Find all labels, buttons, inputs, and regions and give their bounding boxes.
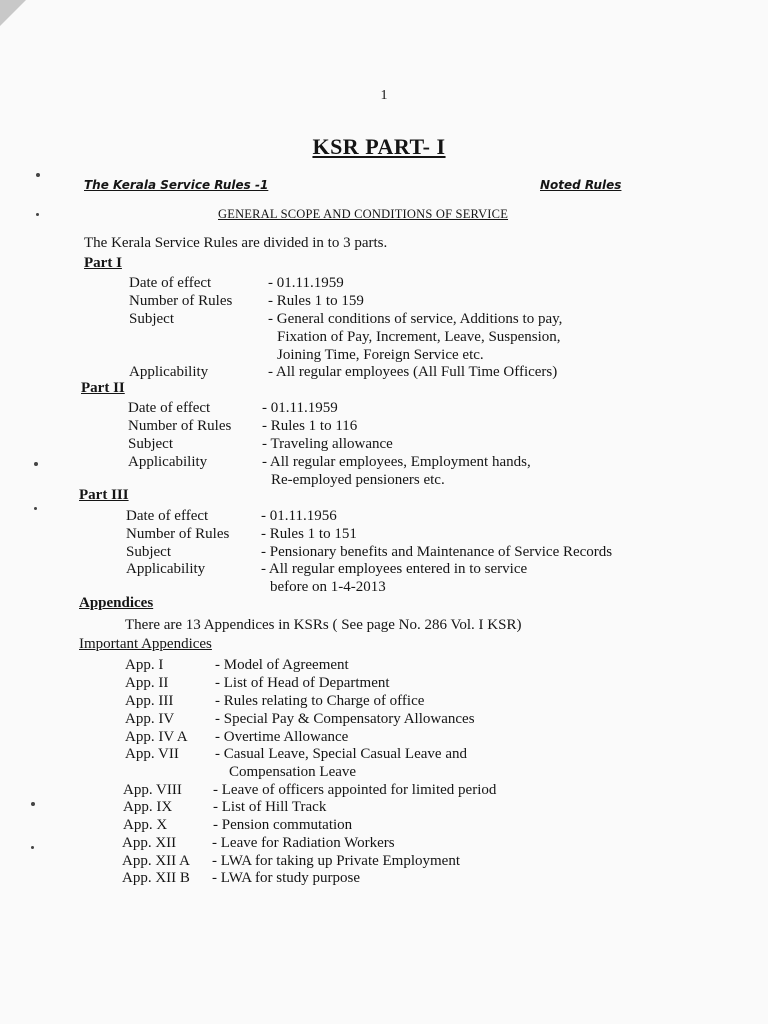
part2-value: - Rules 1 to 116 (262, 418, 358, 434)
appendix-label: App. XII A (122, 853, 190, 869)
appendix-label: App. VIII (123, 782, 182, 798)
important-appendices-heading: Important Appendices (79, 636, 212, 652)
part3-value: before on 1-4-2013 (270, 579, 386, 595)
part1-value: - General conditions of service, Additions to pay, (268, 311, 563, 327)
appendix-label: App. X (123, 817, 168, 833)
appendix-value: - Rules relating to Charge of office (215, 693, 425, 709)
part1-value: Joining Time, Foreign Service etc. (277, 347, 484, 363)
appendix-label: App. IV A (125, 729, 188, 745)
part1-value: - 01.11.1959 (268, 275, 344, 291)
part3-value: - Rules 1 to 151 (261, 526, 357, 542)
header-right: Noted Rules (540, 178, 622, 192)
part1-label: Subject (129, 311, 174, 327)
part2-label: Subject (128, 436, 173, 452)
part2-value: Re-employed pensioners etc. (271, 472, 445, 488)
appendix-value: - Model of Agreement (215, 657, 349, 673)
appendix-value: - List of Hill Track (213, 799, 327, 815)
scan-speck (36, 173, 40, 177)
section-heading: GENERAL SCOPE AND CONDITIONS OF SERVICE (218, 207, 509, 221)
appendix-value: - Overtime Allowance (215, 729, 349, 745)
appendices-heading: Appendices (79, 595, 154, 611)
appendix-value: - Leave of officers appointed for limited period (213, 782, 497, 798)
part2-label: Applicability (128, 454, 208, 470)
appendix-value: - Pension commutation (213, 817, 353, 833)
scan-speck (36, 213, 39, 216)
appendix-value: - Special Pay & Compensatory Allowances (215, 711, 475, 727)
appendix-label: App. IV (125, 711, 175, 727)
part2-label: Number of Rules (128, 418, 232, 434)
appendix-value: - LWA for study purpose (212, 870, 361, 886)
appendix-value: - List of Head of Department (215, 675, 390, 691)
part3-label: Date of effect (126, 508, 209, 524)
part1-heading: Part I (84, 255, 122, 271)
scan-speck (31, 846, 34, 849)
part1-value: - All regular employees (All Full Time Officers) (268, 364, 558, 380)
part2-heading: Part II (81, 380, 125, 396)
appendix-label: App. XII B (122, 870, 190, 886)
appendix-label: App. II (125, 675, 169, 691)
appendix-value: - LWA for taking up Private Employment (212, 853, 461, 869)
part1-label: Applicability (129, 364, 209, 380)
part2-value: - 01.11.1959 (262, 400, 338, 416)
part3-value: - Pensionary benefits and Maintenance of Service Records (261, 544, 613, 560)
part1-value: Fixation of Pay, Increment, Leave, Suspension, (277, 329, 561, 345)
appendix-value: - Casual Leave, Special Casual Leave and (215, 746, 467, 762)
appendix-label: App. III (125, 693, 174, 709)
appendix-value: Compensation Leave (229, 764, 357, 780)
page-title: KSR PART- I (312, 134, 446, 159)
folded-corner (0, 0, 26, 26)
part3-value: - All regular employees entered in to service (261, 561, 528, 577)
part2-value: - All regular employees, Employment hands, (262, 454, 531, 470)
scan-speck (34, 507, 37, 510)
part1-label: Number of Rules (129, 293, 233, 309)
appendix-label: App. IX (123, 799, 173, 815)
part2-value: - Traveling allowance (262, 436, 393, 452)
part3-label: Subject (126, 544, 171, 560)
scan-speck (31, 802, 35, 806)
appendix-label: App. I (125, 657, 164, 673)
part1-label: Date of effect (129, 275, 212, 291)
part3-label: Number of Rules (126, 526, 230, 542)
header-left: The Kerala Service Rules -1 (84, 178, 269, 192)
part1-value: - Rules 1 to 159 (268, 293, 364, 309)
scan-speck (34, 462, 38, 466)
part3-label: Applicability (126, 561, 206, 577)
appendix-label: App. VII (125, 746, 179, 762)
part3-heading: Part III (79, 487, 129, 503)
appendices-text: There are 13 Appendices in KSRs ( See page No. 286 Vol. I KSR) (125, 617, 522, 633)
page-number: 1 (380, 88, 388, 103)
part3-value: - 01.11.1956 (261, 508, 337, 524)
intro-text: The Kerala Service Rules are divided in to 3 parts. (84, 235, 388, 251)
appendix-label: App. XII (122, 835, 177, 851)
appendix-value: - Leave for Radiation Workers (212, 835, 395, 851)
part2-label: Date of effect (128, 400, 211, 416)
